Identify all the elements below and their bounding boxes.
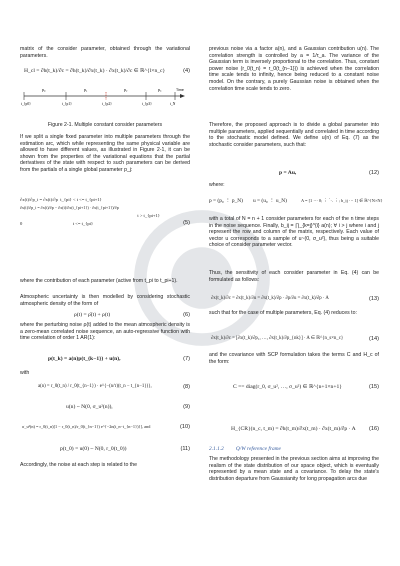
equation-body: C == diag(r_0, σ_u², …, σ_u²) ∈ ℝ^{n+1×n+1} xyxy=(233,384,342,390)
segment-label: p₁ xyxy=(84,87,88,92)
section-number: 2.1.1.2 xyxy=(209,446,224,452)
equation-5 xyxy=(20,196,190,252)
paragraph: previous noise via a factor a(n), and a Gaussian contribution u(n). The correlation strength is controlled by a = 1/τ_a. The variance of the Gaussian term is inversely proportional to the correlation. Thus, constant power noise (r_0(t_n) = r_0(t_{n−1})) is achieved when the correlation time scale tends to infinity, hence being reduced to a constant noise model. On the contrary, a purely Gaussian noise is obtained when the correlation time scale tends to zero. xyxy=(209,46,379,92)
equation-body: a(n) = r_0(t_n) / r_0(t_{n−1}) · e^{−(n/τ)(t_n − t_{n−1})}, xyxy=(38,384,152,389)
section-heading xyxy=(209,446,379,453)
case-expression: ∂x(t)/∂p_i = ∂x(t)/∂p − ∂x(t)/∂x(t_{pi+1}) · ∂x(t_{pi+1})/∂p xyxy=(20,205,119,210)
equation-number: (10) xyxy=(180,424,190,430)
paragraph: with a total of N = n + 1 consider parameters for each of the n time steps in the noise sequence. Finally, b_ij = ∏_{k=j}^{i} a(n); ∀ i > j where i and j represent the row and column of the matrix, respectively. Each value of vector u corresponds to a sample of u~(0, σ_u²), thus being a suitable choice of consider parameter vector. xyxy=(209,216,379,249)
equation-number: (7) xyxy=(183,356,190,362)
tick-label: t_{p2} xyxy=(102,102,112,106)
segment-label: p₂ xyxy=(124,87,128,92)
figure-caption: Figure 2-1. Multiple constant consider parameters xyxy=(47,122,163,128)
case-condition: t > t_{pi+1} xyxy=(137,213,160,218)
equation-body: p = Au, xyxy=(279,170,297,176)
paragraph: The methodology presented in the previous section aims at improving the realism of the state distribution of our space object, which is eventually represented by a mean state and a covariance. To delay the state's distribution departure from Gaussianity for long propagation arcs due xyxy=(209,456,379,482)
paragraph: and the covariance with SCP formulation takes the terms C and H_c of the form: xyxy=(209,352,379,365)
paragraph: Thus, the sensitivity of each consider parameter in Eq. (4) can be formulated as follows: xyxy=(209,270,379,283)
paragraph: with xyxy=(20,370,30,376)
time-arrow-icon xyxy=(180,94,185,98)
equation-body: ∂x(t_k)/∂c = [∂x(t_k)/∂p₁, …, ∂x(t_k)/∂p_{nk}] · A ∈ ℝ^{n_s×n_c} xyxy=(211,336,344,341)
equation-number: (5) xyxy=(183,220,190,226)
timeline-figure xyxy=(20,86,190,108)
paragraph: Atmospheric uncertainty is then modelled by considering stochastic atmospheric density of the form of xyxy=(20,294,190,307)
equation-number: (4) xyxy=(183,68,190,74)
tick-label: t_{p3} xyxy=(142,102,152,106)
paragraph: matrix of the consider parameter, obtained through the variational parameters. xyxy=(20,46,190,59)
paragraph: where the contribution of each parameter (active from t_pi to t_pi+1). xyxy=(20,278,178,284)
section-title: Q/W reference frame xyxy=(235,446,281,452)
vector-u: u = (u₀ ⋮ u_N) xyxy=(253,198,287,204)
equation-number: (6) xyxy=(183,312,190,318)
case-condition: t_{pi} < t <= t_{pi+1} xyxy=(60,197,102,202)
paragraph: where the perturbing noise ρ(t) added to the mean atmospheric density is a zero-mean correlated noise sequence, an auto-regressive function with time correlation of order 1 AR(1): xyxy=(20,322,190,342)
vector-p: p = (p₀ ⋮ p_N) xyxy=(209,198,243,204)
equation-body: ∂x(t_k)/∂c = ∂x(t_k)/∂u = ∂x(t_k)/∂p · ∂p/∂u = ∂x(t_k)/∂p · A xyxy=(211,296,329,301)
paragraph: Therefore, the proposed approach is to divide a global parameter into multiple parameters, applied sequentially and correlated in time according to the stochastic model defined. We define u(n) of Eq. (7) as the stochastic consider parameters, such that: xyxy=(209,122,379,148)
axis-label: Time xyxy=(176,88,184,92)
equation-number: (11) xyxy=(180,446,190,452)
equation-body: u(n) ~ N(0, σ_u²(n)), xyxy=(66,404,113,410)
equation-number: (8) xyxy=(183,384,190,390)
equation-body: H_cl = ∂h(t_k)/∂c = ∂h(t_k)/∂x(t_k) · ∂x(t_k)/∂c ∈ ℝ^{l×n_c} xyxy=(24,68,166,74)
equation-number: (14) xyxy=(369,336,379,342)
case-expression: 0 xyxy=(20,221,23,226)
equation-number: (16) xyxy=(369,426,379,432)
equation-number: (13) xyxy=(369,296,379,302)
case-condition: t <= t_{pi} xyxy=(72,221,94,226)
equation-body: p(t_k) = a(n)p(t_{k−1}) + u(n), xyxy=(48,356,121,362)
paragraph: where: xyxy=(209,182,225,188)
paragraph: such that for the case of multiple parameters, Eq. (4) reduces to: xyxy=(209,310,357,316)
equation-body: ρ(t) = ρ̄(t) + ρ(t) xyxy=(74,312,111,318)
segment-label: p₃ xyxy=(158,87,162,92)
tick-label: t_{p1} xyxy=(62,102,72,106)
equation-number: (12) xyxy=(369,170,379,176)
tick-label: t_{p0} xyxy=(21,102,31,106)
equation-body: H_{CR}(n_c, t_m) = ∂h(t_m)/∂x(t_m) · ∂x(t_m)/∂p · A xyxy=(231,426,356,432)
case-expression: ∂x(t)/∂p_i = ∂x(t)/∂p xyxy=(20,197,58,202)
paragraph: Accordingly, the noise at each step is related to the xyxy=(20,462,137,468)
equation-body: σ_u²(n) = r_0(t_n)[1 − r_0(t_n)/r_0(t_{n−1}) e^{−2n(t_n−t_{n−1})}], and xyxy=(22,424,151,429)
tick-label: t_N xyxy=(170,102,176,106)
equation-body: p(t_0) = u(0) ~ N(0, r_0(t_0)) xyxy=(60,446,127,452)
matrix-A: A = [1 ⋯ 0; ⋮ ⋱ ⋮; b_ij ⋯ 1] ∈ ℝ^{N×N} xyxy=(301,198,383,203)
segment-label: p₀ xyxy=(42,87,46,92)
equation-number: (15) xyxy=(369,384,379,390)
equation-number: (9) xyxy=(183,404,190,410)
paragraph: If we split a single fixed parameter into multiple parameters through the estimation arc, which while representing the same physical variable are allowed to have different values, as illustrated in Figure 2-1, it can be shown from the properties of the variational equations that the partial derivatives of the state with respect to such parameters can be derived from the partials of a single global parameter p_j: xyxy=(20,134,190,173)
